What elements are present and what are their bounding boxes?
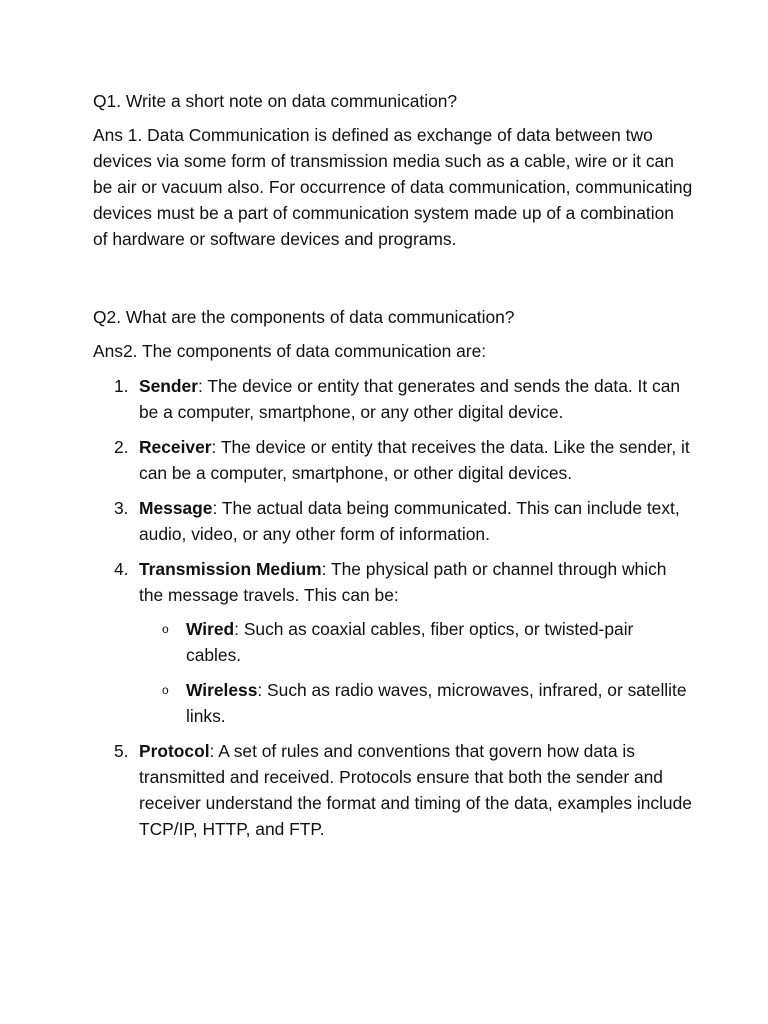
- medium-sublist: [139, 616, 693, 729]
- list-number: 3.: [114, 498, 129, 518]
- list-item-message: [93, 495, 693, 547]
- sublist-item-text: : Such as coaxial cables, fiber optics, or twisted-pair cables.: [186, 619, 634, 665]
- components-list: [93, 373, 693, 842]
- list-item-transmission-medium: [93, 556, 693, 729]
- sublist-item-term: Wired: [186, 619, 235, 639]
- list-item-receiver: [93, 434, 693, 486]
- list-item-term: Message: [139, 498, 213, 518]
- document-body: [93, 88, 693, 851]
- list-item-protocol: [93, 738, 693, 842]
- list-number: 5.: [114, 741, 129, 761]
- list-number: 2.: [114, 437, 129, 457]
- list-item-term: Sender: [139, 376, 198, 396]
- list-item-sender: [93, 373, 693, 425]
- answer-2-intro: Ans2. The components of data communication are:: [93, 341, 487, 361]
- list-item-text: : The device or entity that receives the data. Like the sender, it can be a computer, smartphone, or other digital devices.: [139, 437, 690, 483]
- circle-bullet-icon: o: [162, 683, 169, 697]
- list-item-term: Receiver: [139, 437, 212, 457]
- circle-bullet-icon: o: [162, 622, 169, 636]
- list-number: 1.: [114, 376, 129, 396]
- list-number: 4.: [114, 559, 129, 579]
- question-2: Q2. What are the components of data communication?: [93, 307, 515, 327]
- answer-1: Ans 1. Data Communication is defined as exchange of data between two devices via some form of transmission media such as a cable, wire or it can be air or vacuum also. For occurrence of data communication, communicating devices must be a part of communication system made up of a combination of hardware or software devices and programs.: [93, 125, 693, 249]
- list-item-text: : The actual data being communicated. This can include text, audio, video, or any other form of information.: [139, 498, 680, 544]
- sublist-item-wired: [139, 616, 693, 668]
- list-item-text: : A set of rules and conventions that govern how data is transmitted and received. Protocols ensure that both the sender and receiver understand the format and timing of the data, examples include TCP/IP, HTTP, and FTP.: [139, 741, 692, 839]
- list-item-term: Transmission Medium: [139, 559, 322, 579]
- sublist-item-wireless: [139, 677, 693, 729]
- sublist-item-text: : Such as radio waves, microwaves, infrared, or satellite links.: [186, 680, 687, 726]
- list-item-text: : The device or entity that generates and sends the data. It can be a computer, smartphone, or any other digital device.: [139, 376, 681, 422]
- question-1: Q1. Write a short note on data communication?: [93, 91, 458, 111]
- list-item-text: : The physical path or channel through which the message travels. This can be:: [139, 559, 667, 605]
- list-item-term: Protocol: [139, 741, 210, 761]
- sublist-item-term: Wireless: [186, 680, 258, 700]
